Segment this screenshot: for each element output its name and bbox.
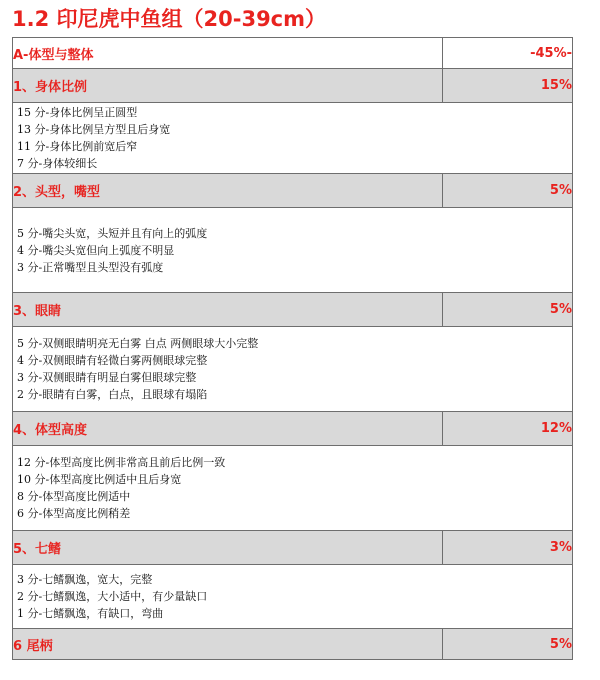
criteria-item: 6 分-体型高度比例稍差 — [17, 507, 131, 520]
criteria-item: 11 分-身体比例前宽后窄 — [17, 140, 138, 153]
criteria-item: 13 分-身体比例呈方型且后身宽 — [17, 123, 171, 136]
section-percent: 3% — [443, 531, 573, 565]
criteria-item: 12 分-体型高度比例非常高且前后比例一致 — [17, 456, 226, 469]
scoring-table — [12, 37, 573, 660]
section-items-row — [13, 565, 573, 629]
criteria-item: 3 分-双侧眼睛有明显白雾但眼球完整 — [17, 371, 197, 384]
criteria-item: 3 分-正常嘴型且头型没有弧度 — [17, 260, 164, 274]
page-title: 1.2 印尼虎中鱼组（20-39cm） — [12, 7, 327, 31]
criteria-item: 1 分-七鳍飘逸，有缺口，弯曲 — [17, 607, 164, 620]
section-items-row — [13, 103, 573, 174]
criteria-item: 4 分-嘴尖头宽但向上弧度不明显 — [17, 243, 175, 257]
category-label: A-体型与整体 — [13, 38, 443, 69]
section-header-row — [13, 412, 573, 446]
section-label: 6 尾柄 — [13, 629, 443, 660]
section-label: 5、七鳍 — [13, 531, 443, 565]
section-items-row — [13, 208, 573, 293]
section-items-row — [13, 327, 573, 412]
criteria-list — [13, 570, 572, 623]
criteria-item: 5 分-嘴尖头宽，头短并且有向上的弧度 — [17, 226, 208, 240]
criteria-item: 5 分-双侧眼睛明亮无白雾 白点 两侧眼球大小完整 — [17, 337, 259, 350]
section-header-row — [13, 629, 573, 660]
section-header-row — [13, 69, 573, 103]
section-label: 4、体型高度 — [13, 412, 443, 446]
section-header-row — [13, 174, 573, 208]
section-label: 3、眼睛 — [13, 293, 443, 327]
section-header-row — [13, 293, 573, 327]
criteria-list — [13, 453, 572, 523]
criteria-item: 7 分-身体较细长 — [17, 157, 98, 170]
criteria-item: 10 分-体型高度比例适中且后身宽 — [17, 473, 182, 486]
criteria-item: 3 分-七鳍飘逸，宽大，完整 — [17, 573, 153, 586]
criteria-item: 2 分-眼睛有白雾，白点，且眼球有塌陷 — [17, 388, 208, 401]
criteria-list — [13, 334, 572, 404]
section-percent: 15% — [443, 69, 573, 103]
criteria-item: 8 分-体型高度比例适中 — [17, 490, 131, 503]
category-header-row — [13, 38, 573, 69]
criteria-item: 2 分-七鳍飘逸，大小适中，有少量缺口 — [17, 590, 208, 603]
section-label: 2、头型，嘴型 — [13, 174, 443, 208]
criteria-item: 4 分-双侧眼睛有轻微白雾两侧眼球完整 — [17, 354, 208, 367]
section-percent: 5% — [443, 174, 573, 208]
criteria-list — [13, 224, 572, 277]
criteria-list — [13, 103, 572, 173]
section-header-row — [13, 531, 573, 565]
section-label: 1、身体比例 — [13, 69, 443, 103]
criteria-item: 15 分-身体比例呈正圆型 — [17, 106, 138, 119]
section-items-row — [13, 446, 573, 531]
section-percent: 12% — [443, 412, 573, 446]
section-percent: 5% — [443, 629, 573, 660]
section-percent: 5% — [443, 293, 573, 327]
category-percent: -45%- — [443, 38, 573, 69]
